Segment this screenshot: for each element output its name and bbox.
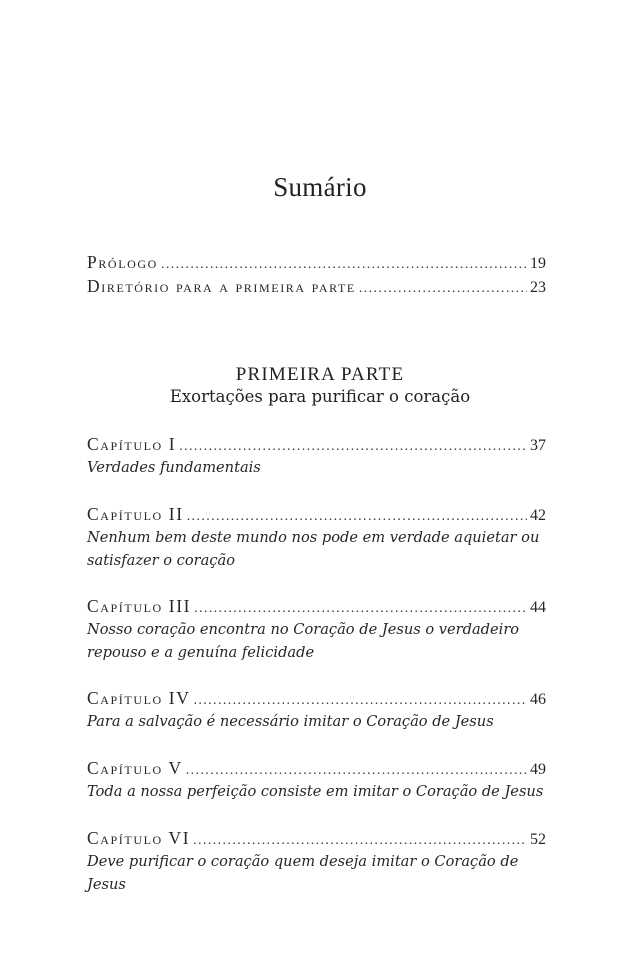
chapter-subtitle: Nosso coração encontra no Coração de Jesus o verdadeiro repouso e a genuína felicidade — [87, 621, 520, 661]
toc-chapter-1 — [87, 432, 546, 479]
chapter-subtitle: Verdades fundamentais — [87, 459, 261, 476]
toc-entry-diretorio[interactable] — [87, 274, 546, 298]
toc-entry-label: Diretório para a primeira parte — [87, 276, 356, 296]
toc-chapter-5 — [87, 756, 546, 803]
toc-chapter-4 — [87, 686, 546, 733]
toc-chapter-2 — [87, 502, 546, 572]
toc-entry-page: 52 — [530, 831, 546, 848]
toc-entry-label: Capítulo I — [87, 434, 177, 454]
toc-entry-page: 44 — [530, 599, 546, 616]
chapter-subtitle: Deve purificar o coração quem deseja imitar o Coração de Jesus — [87, 853, 519, 893]
toc-entry[interactable] — [87, 686, 546, 710]
toc-entry-page: 49 — [530, 761, 546, 778]
toc-entry-label: Capítulo II — [87, 504, 184, 524]
front-matter-list — [87, 250, 546, 298]
part-subtitle: Exortações para purificar o coração — [169, 387, 471, 406]
toc-entry-page: 19 — [530, 255, 546, 272]
toc-chapter-6 — [87, 826, 546, 896]
chapter-subtitle: Toda a nossa perfeição consiste em imitar o Coração de Jesus — [87, 783, 544, 800]
toc-entry-page: 23 — [530, 279, 546, 296]
toc-chapter-3 — [87, 594, 546, 664]
toc-entry-label: Prólogo — [87, 252, 158, 272]
chapter-subtitle: Para a salvação é necessário imitar o Coração de Jesus — [87, 713, 494, 730]
dot-leader — [359, 277, 527, 301]
toc-entry-prologo[interactable] — [87, 250, 546, 274]
toc-entry[interactable] — [87, 826, 546, 850]
toc-entry-page: 37 — [530, 437, 546, 454]
chapter-subtitle: Nenhum bem deste mundo nos pode em verdade aquietar ou satisfazer o coração — [87, 529, 540, 569]
toc-entry-page: 46 — [530, 691, 546, 708]
toc-entry-page: 42 — [530, 507, 546, 524]
toc-entry[interactable] — [87, 594, 546, 618]
toc-entry-label: Capítulo V — [87, 758, 183, 778]
toc-entry-label: Capítulo VI — [87, 828, 191, 848]
toc-entry[interactable] — [87, 756, 546, 780]
toc-entry-label: Capítulo III — [87, 596, 192, 616]
part-heading: PRIMEIRA PARTE — [235, 364, 405, 385]
toc-entry-label: Capítulo IV — [87, 688, 191, 708]
page-title: Sumário — [273, 172, 367, 202]
toc-entry[interactable] — [87, 432, 546, 456]
toc-entry[interactable] — [87, 502, 546, 526]
